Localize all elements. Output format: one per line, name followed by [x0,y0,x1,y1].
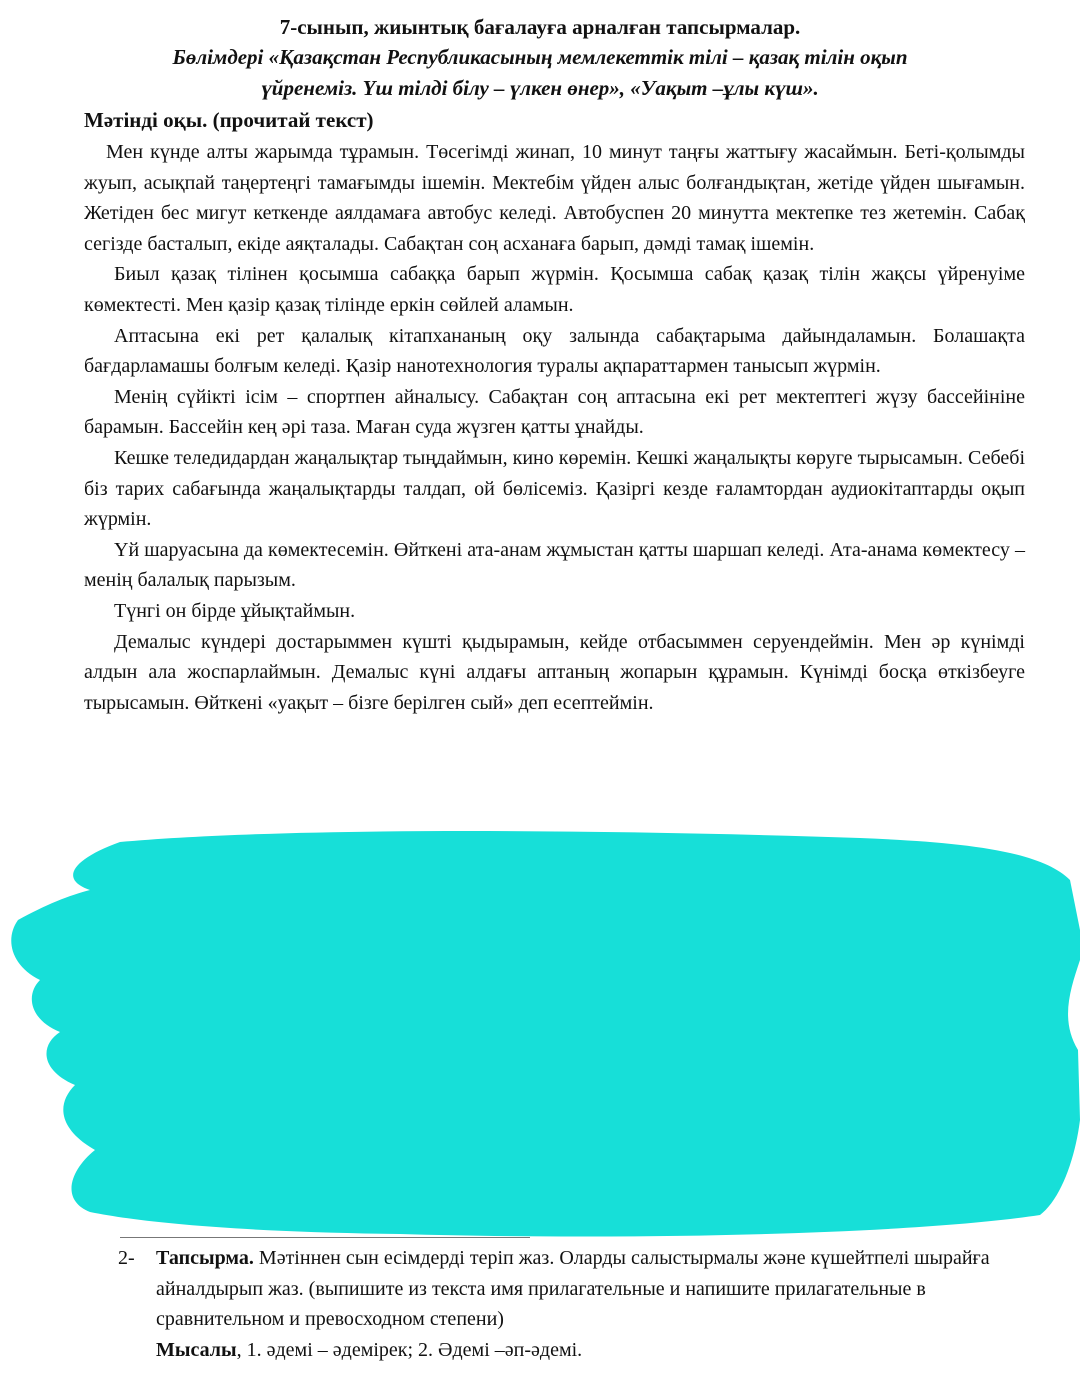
paragraph: Үй шаруасына да көмектесемін. Өйткені ата-анам жұмыстан қатты шаршап келеді. Ата-анама көмектесу – менің балалық парызым. [84,538,1025,592]
paragraph: Кешке теледидардан жаңалықтар тыңдаймын, кино көремін. Кешкі жаңалықты көруге тырысамын. Себебі біз тарих сабағында жаңалықтарды талдап, ой бөлісеміз. Қазіргі кезде ғаламтордан аудиокітаптарды оқып жүрмін. [84,446,1025,531]
paragraph: Менің сүйікті ісім – спортпен айналысу. Сабақтан соң аптасына екі рет мектептегі жүзу бассейініне барамын. Бассейін кең әрі таза. Маған суда жүзген қатты ұнайды. [84,385,1025,439]
redaction-fill [11,831,1080,1237]
section-subtitle [120,42,960,104]
divider-line [120,1237,530,1238]
task-instructions [156,1243,1038,1365]
page-title: 7-сынып, жиынтық бағалауға арналған тапсырмалар. [279,15,801,39]
paragraph: Демалыс күндері достарыммен күшті қыдырамын, кейде отбасыммен серуендеймін. Мен әр күнімді алдын ала жоспарлаймын. Демалыс күні алдағы аптаның жопарын құрамын. Күнімді босқа өткізбеуге тырысамын. Өйткені «уақыт – бізге берілген сый» деп есептеймін. [84,630,1025,714]
example-label: Мысалы [156,1338,237,1361]
example-text: , 1. әдемі – әдемірек; 2. Әдемі –әп-әдемі. [236,1338,583,1361]
subtitle-line-1: Бөлімдері «Қазақстан Республикасының мемлекеттік тілі – қазақ тілін оқып [172,45,908,69]
paragraph: Аптасына екі рет қалалық кітапхананың оқу залында сабақтарыма дайындаламын. Болашақта бағдарламашы болғым келеді. Қазір нанотехнология туралы ақпараттармен танысып жүрмін. [84,324,1025,378]
task-number: 2- [118,1247,135,1269]
task-text: Мәтіннен сын есімдерді теріп жаз. Оларды салыстырмалы және күшейтпелі шырайға айналдырып жаз. (выпишите из текста имя прилагательные и напишите прилагательные в сравнительном и превосходном степени) [156,1247,990,1330]
paragraph: Биыл қазақ тілінен қосымша сабаққа барып жүрмін. Қосымша сабақ қазақ тілін жақсы үйренуіме көмектесті. Мен қазір қазақ тілінде еркін сөйлей аламын. [84,263,1025,316]
task-label: Тапсырма. [156,1247,254,1269]
paragraph: Түнгі он бірде ұйықтаймын. [114,599,356,622]
reading-text [84,137,1025,718]
reading-heading: Мәтінді оқы. (прочитай текст) [84,108,374,132]
subtitle-line-2: үйренеміз. Үш тілді білу – үлкен өнер», «Уақыт –ұлы күш». [261,76,819,100]
task-2 [118,1243,1038,1365]
redaction-scribble [0,820,1080,1240]
paragraph: Мен күнде алты жарымда тұрамын. Төсегімді жинап, 10 минут таңғы жаттығу жасаймын. Беті-қолымды жуып, асықпай таңертеңгі тамағымды ішемін. Мектебім үйден алыс болғандықтан, жетіде үйден шығамын. Жетіден бес мигут кеткенде аялдамаға автобус келеді. Автобуспен 20 минутта мектепке тез жетемін. Сабақ сегізде басталып, екіде аяқталады. Сабақтан соң асханаға барып, дәмді тамақ ішемін. [84,141,1025,255]
